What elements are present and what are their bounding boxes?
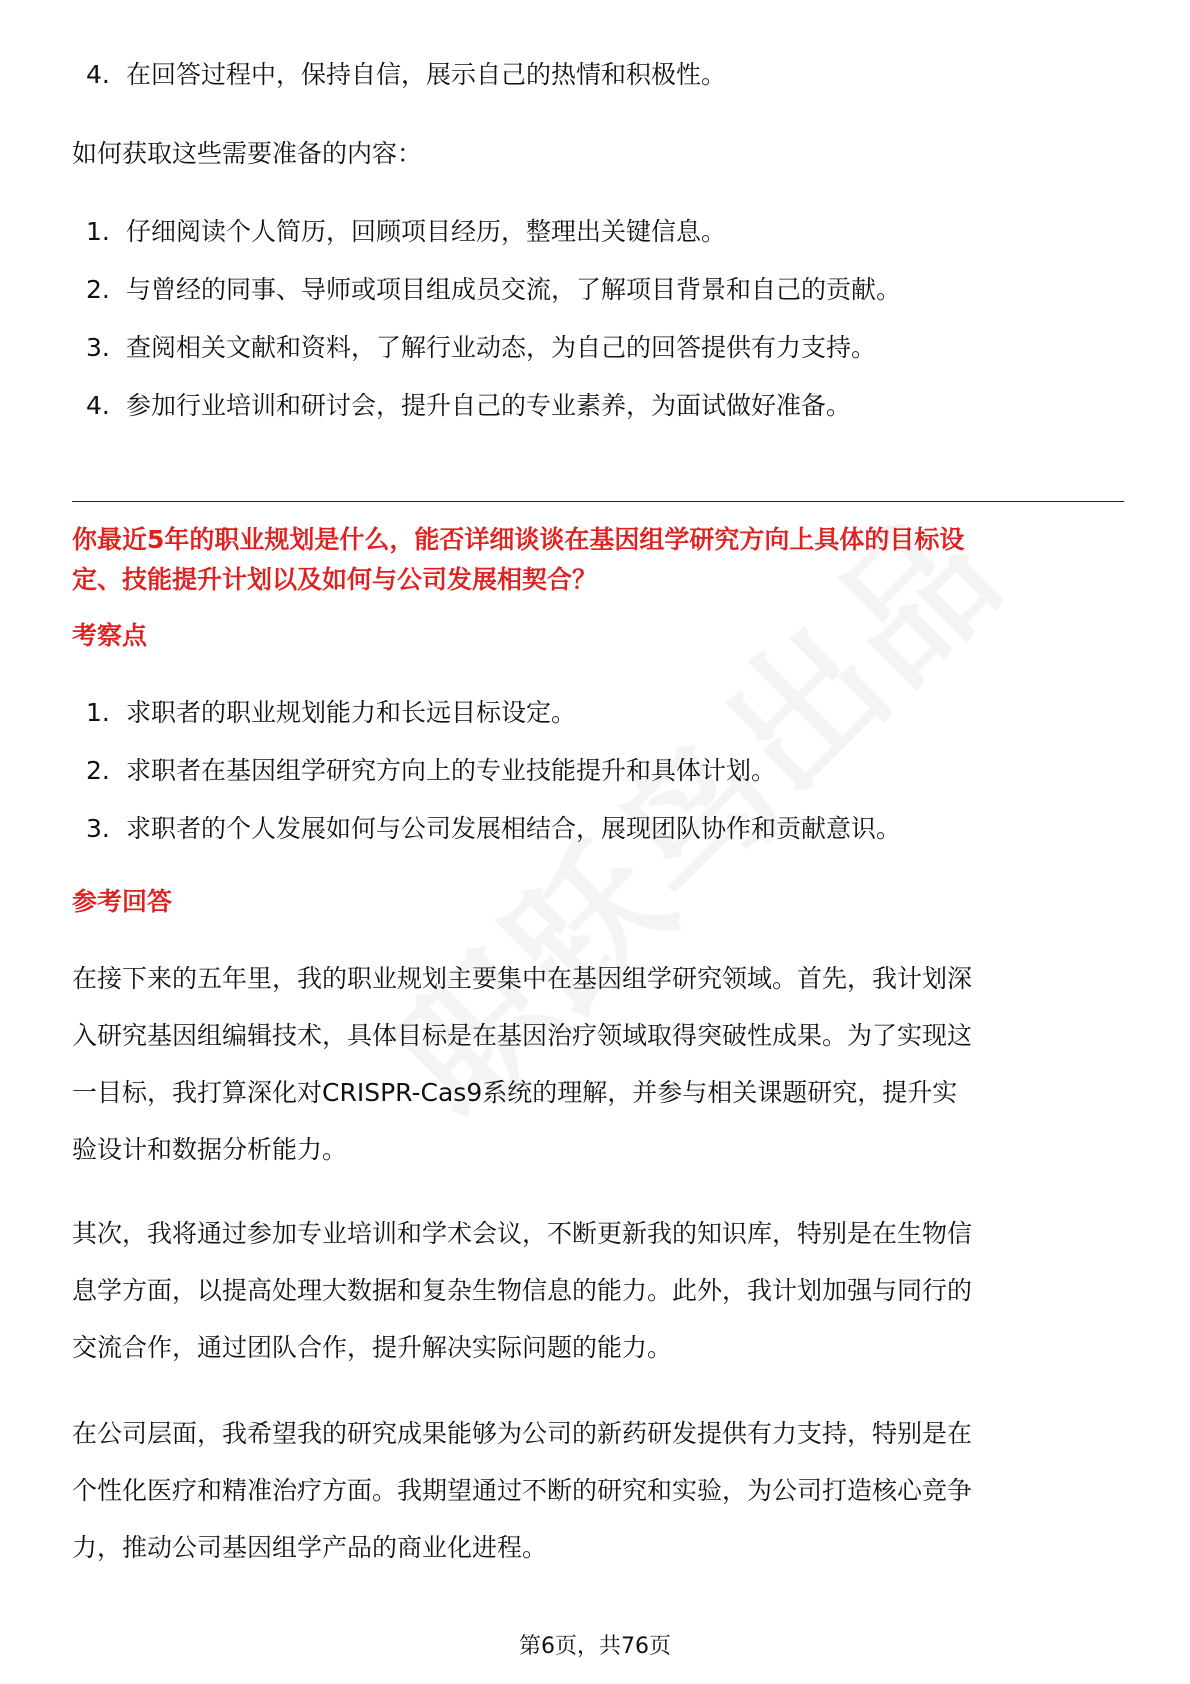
list-item-number: 4.	[86, 391, 110, 420]
paragraph-line: 息学方面，以提高处理大数据和复杂生物信息的能力。此外，我计划加强与同行的	[72, 1276, 973, 1305]
list-item-text: 查阅相关文献和资料，了解行业动态，为自己的回答提供有力支持。	[126, 333, 877, 362]
question-line: 定、技能提升计划以及如何与公司发展相契合？	[72, 565, 598, 594]
previous-tips-list	[86, 46, 726, 104]
paragraph-line: 在公司层面，我希望我的研究成果能够为公司的新药研发提供有力支持，特别是在	[72, 1419, 973, 1448]
list-item-number: 2.	[86, 756, 110, 785]
list-item-number: 3.	[86, 814, 110, 843]
prep-list	[86, 203, 901, 435]
list-item-text: 仔细阅读个人简历，回顾项目经历，整理出关键信息。	[126, 217, 727, 246]
examine-list	[86, 684, 901, 858]
paragraph-line: 交流合作，通过团队合作，提升解决实际问题的能力。	[72, 1333, 673, 1362]
list-item-number: 4.	[86, 60, 110, 89]
interview-question	[72, 520, 1132, 600]
examine-heading: 考察点	[72, 621, 148, 650]
section-divider	[72, 501, 1124, 502]
list-item-number: 1.	[86, 698, 110, 727]
list-item-text: 求职者在基因组学研究方向上的专业技能提升和具体计划。	[126, 756, 777, 785]
paragraph-line: 力，推动公司基因组学产品的商业化进程。	[72, 1533, 548, 1562]
question-line: 你最近5年的职业规划是什么，能否详细谈谈在基因组学研究方向上具体的目标设	[72, 525, 965, 554]
list-item	[86, 377, 901, 435]
answer-heading: 参考回答	[72, 887, 173, 916]
list-item	[86, 261, 901, 319]
list-item	[86, 46, 726, 104]
paragraph-line: 一目标，我打算深化对CRISPR-Cas9系统的理解，并参与相关课题研究，提升实	[72, 1078, 958, 1107]
list-item-text: 参加行业培训和研讨会，提升自己的专业素养，为面试做好准备。	[126, 391, 852, 420]
list-item-text: 与曾经的同事、导师或项目组成员交流，了解项目背景和自己的贡献。	[126, 275, 902, 304]
list-item-text: 求职者的个人发展如何与公司发展相结合，展现团队协作和贡献意识。	[126, 814, 902, 843]
answer-paragraph	[72, 950, 1124, 1178]
list-item-number: 2.	[86, 275, 110, 304]
list-item-text: 在回答过程中，保持自信，展示自己的热情和积极性。	[126, 60, 727, 89]
list-item	[86, 319, 901, 377]
list-item	[86, 203, 901, 261]
list-item	[86, 742, 901, 800]
paragraph-line: 验设计和数据分析能力。	[72, 1135, 348, 1164]
answer-paragraph	[72, 1405, 1124, 1576]
paragraph-line: 在接下来的五年里，我的职业规划主要集中在基因组学研究领域。首先，我计划深	[72, 964, 973, 993]
list-item-text: 求职者的职业规划能力和长远目标设定。	[126, 698, 577, 727]
answer-paragraph	[72, 1205, 1124, 1376]
prep-intro: 如何获取这些需要准备的内容：	[72, 139, 423, 168]
list-item-number: 1.	[86, 217, 110, 246]
list-item	[86, 684, 901, 742]
list-item	[86, 800, 901, 858]
paragraph-line: 入研究基因组编辑技术，具体目标是在基因治疗领域取得突破性成果。为了实现这	[72, 1021, 973, 1050]
list-item-number: 3.	[86, 333, 110, 362]
paragraph-line: 个性化医疗和精准治疗方面。我期望通过不断的研究和实验，为公司打造核心竞争	[72, 1476, 973, 1505]
paragraph-line: 其次，我将通过参加专业培训和学术会议，不断更新我的知识库，特别是在生物信	[72, 1219, 973, 1248]
page-number: 第6页，共76页	[519, 1634, 671, 1659]
